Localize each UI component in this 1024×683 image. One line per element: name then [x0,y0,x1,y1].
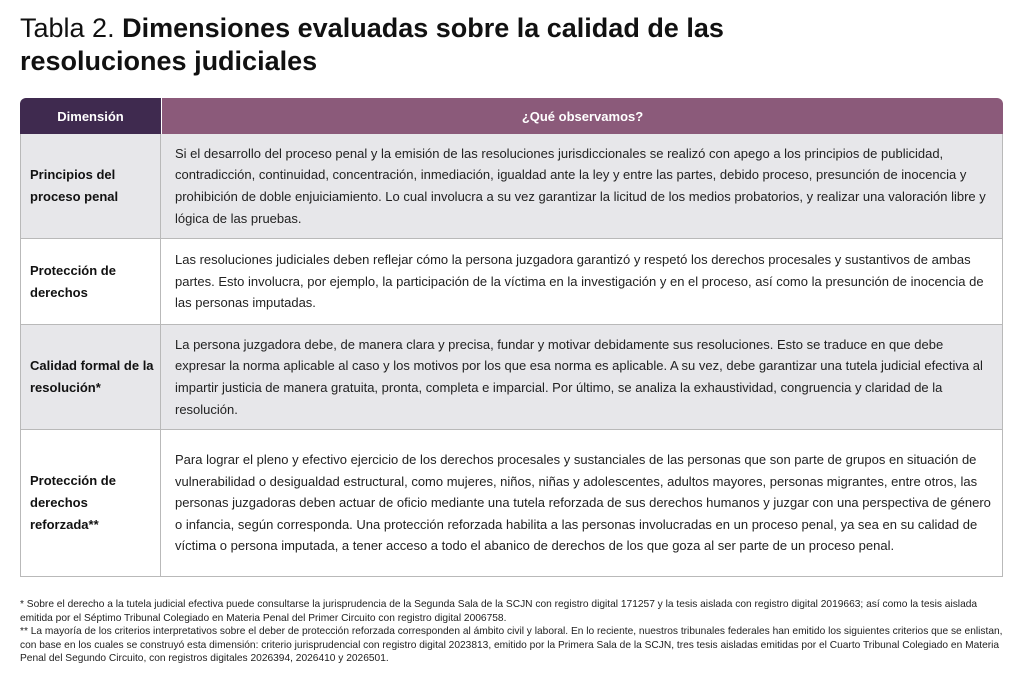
table-row [20,430,1003,577]
row-description: Si el desarrollo del proceso penal y la emisión de las resoluciones jurisdiccionales se realizó con apego a los principios de publicidad, contradicción, continuidad, concentración, inmediación, igualdad ante la ley y entre las partes, debido proceso, presunción de inocencia y prohibición de doble enjuiciamiento. Lo cual involucra a su vez garantizar la licitud de los medios probatorios, y realizar una valoración libre y lógica de las pruebas. [175,145,986,226]
table-row [20,325,1003,430]
table-caption: Dimensiones evaluadas sobre la calidad de las resoluciones judiciales [20,13,724,76]
table-row [20,239,1003,325]
table-number: Tabla 2. [20,13,115,43]
table-row [20,134,1003,239]
row-dimension: Protección de derechos [20,239,161,324]
footnote-1: * Sobre el derecho a la tutela judicial efectiva puede consultarse la jurisprudencia de la Segunda Sala de la SCJN con registro digital 171257 y la tesis aislada con registro digital 2019663; así como la tesis aislada emitida por el Séptimo Tribunal Colegiado en Materia Penal del Primer Circuito con registro digital 2006758. [20,599,978,624]
header-what-we-observe: ¿Qué observamos? [162,98,1003,134]
row-dimension: Principios del proceso penal [20,134,161,238]
footnote-2: ** La mayoría de los criterios interpretativos sobre el deber de protección reforzada corresponden al ámbito civil y laboral. En lo reciente, nuestros tribunales federales han emitido los siguientes criterios que se enlistan, con base en los cuales se construyó esta dimensión: criterio jurisprudencial con registro digital 2023813, emitido por la Primera Sala de la SCJN, tres tesis aisladas emitidas por el Cuarto Tribunal Colegiado en Materia Penal del Segundo Circuito, con registros digitales 2026394, 2026410 y 2026501. [20,626,1003,664]
row-dimension: Calidad formal de la resolución* [20,325,161,429]
row-description: La persona juzgadora debe, de manera clara y precisa, fundar y motivar debidamente sus resoluciones. Esto se traduce en que debe expresar la norma aplicable al caso y los motivos por los que esa norma es aplicable. A su vez, debe garantizar una tutela judicial efectiva al impartir justicia de manera gratuita, pronta, completa e imparcial. Por último, se analiza la exhaustividad, congruencia y claridad de la resolución. [175,336,983,417]
footnotes [20,598,1010,666]
row-description: Para lograr el pleno y efectivo ejercicio de los derechos procesales y sustanciales de las personas que son parte de grupos en situación de vulnerabilidad o desigualdad estructural, como mujeres, niños, niñas y adolescentes, adultos mayores, personas migrantes, entre otros, las personas juzgadoras deben actuar de oficio mediante una tutela reforzada de sus derechos humanos y juzgar con una perspectiva de género o infancia, según corresponda. Una protección reforzada habilita a las personas involucradas en un proceso penal, ya sea en su calidad de víctima o persona imputada, a tener acceso a todo el abanico de derechos de los que goza al ser parte de un proceso penal. [175,452,991,554]
row-dimension: Protección de derechos reforzada** [20,430,161,576]
table-header [20,98,1003,134]
table-title [20,12,780,78]
row-description: Las resoluciones judiciales deben reflejar cómo la persona juzgadora garantizó y respetó los derechos procesales y sustantivos de ambas partes. Esto involucra, por ejemplo, la participación de la víctima en la investigación y en el proceso, así como la presunción de inocencia de las personas imputadas. [175,252,984,311]
header-dimension: Dimensión [20,98,161,134]
